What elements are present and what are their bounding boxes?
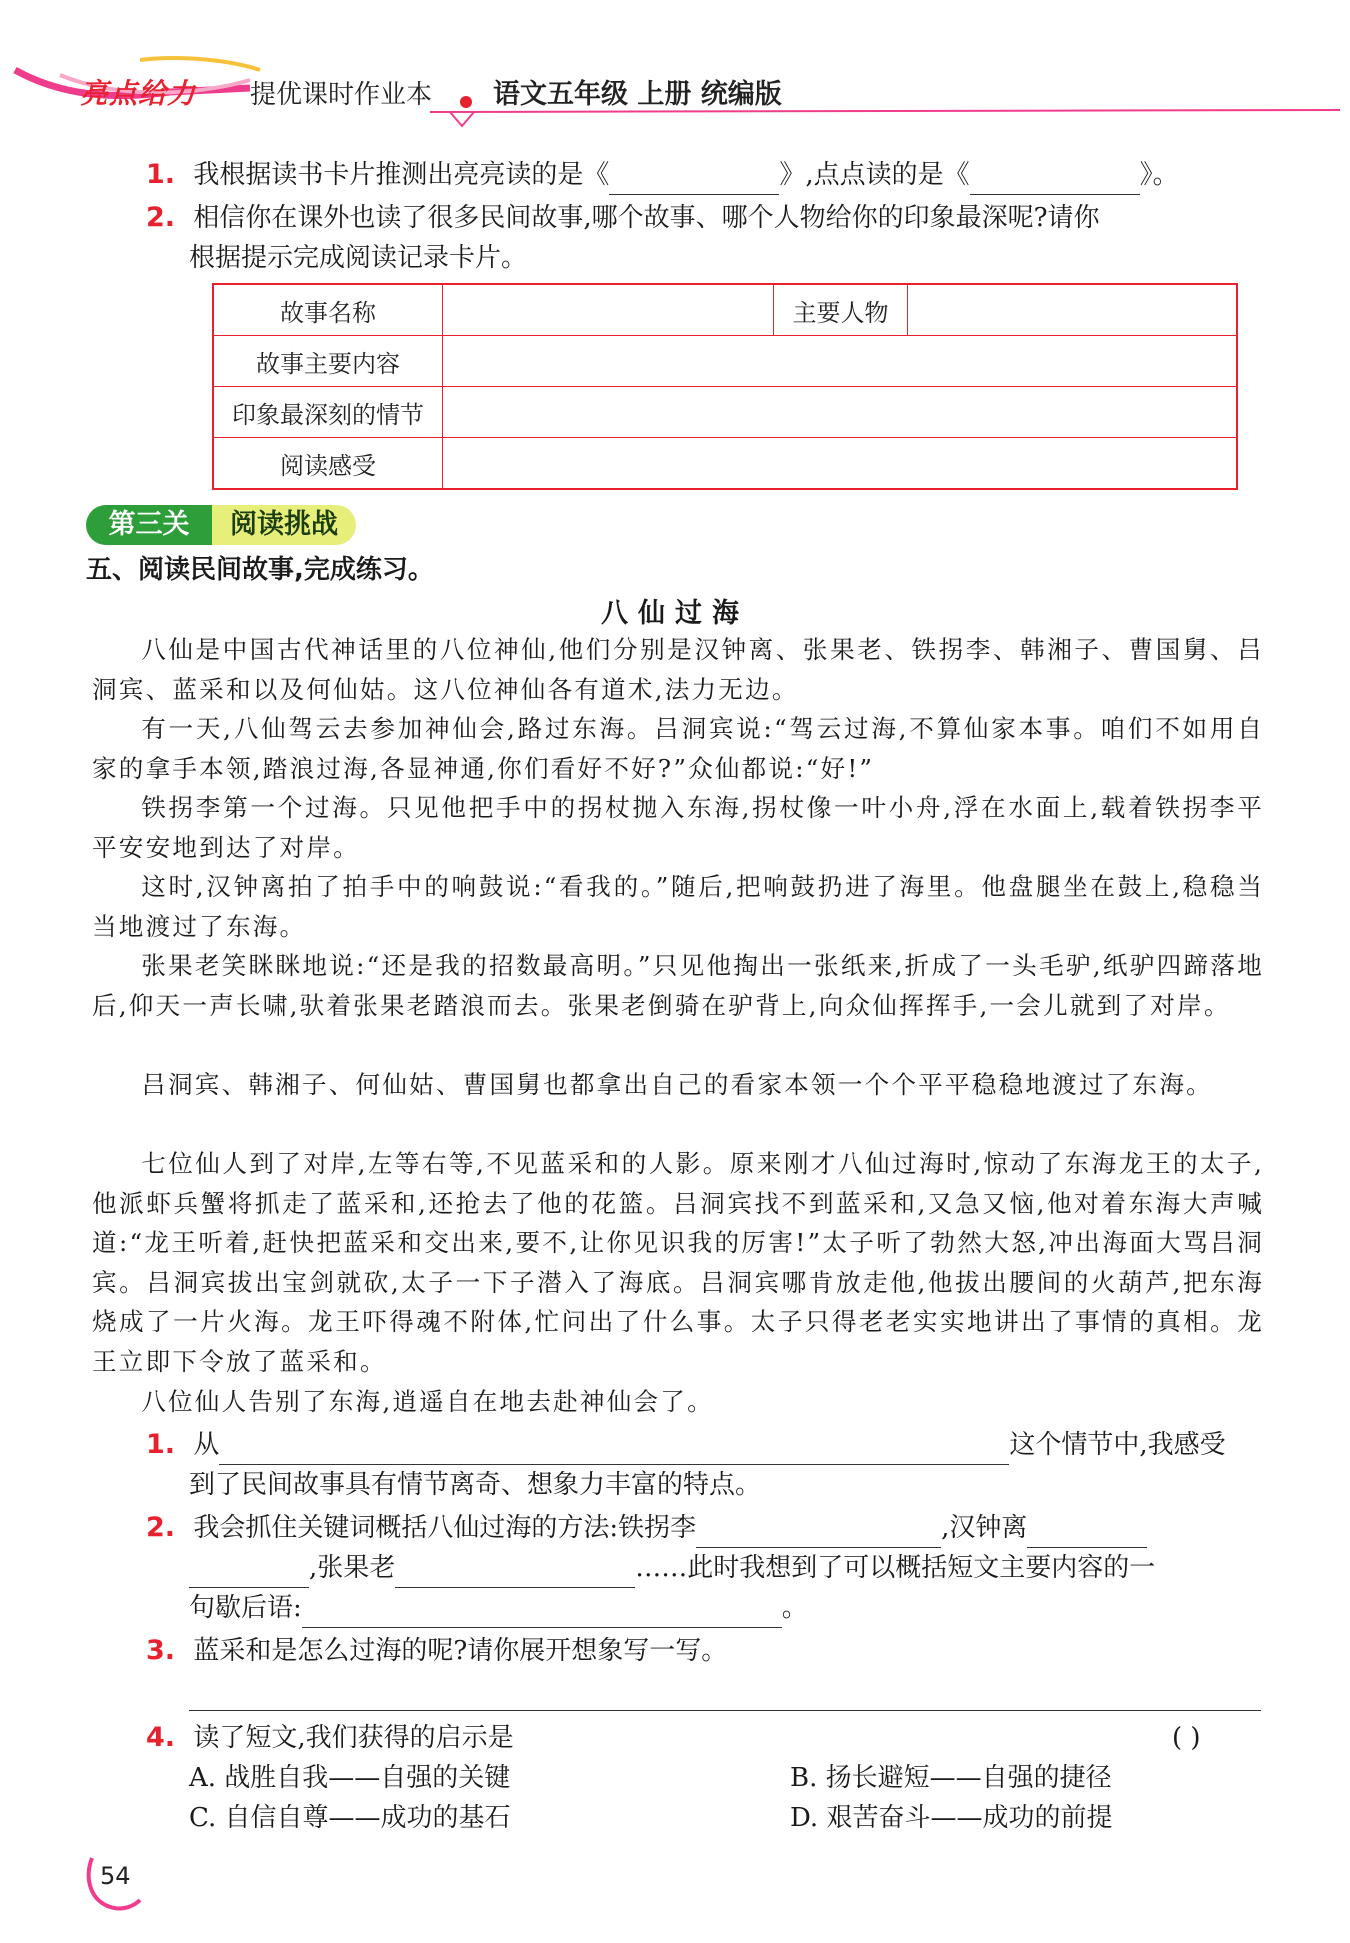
question-2 — [146, 198, 1100, 238]
answer-parentheses[interactable]: ( ) — [1172, 1723, 1201, 1753]
subject-info: 语文五年级 上册 统编版 — [493, 79, 782, 110]
answer-blank[interactable] — [696, 1517, 941, 1548]
header-dot-icon — [460, 96, 472, 108]
answer-blank[interactable] — [189, 1557, 309, 1588]
question-text: 相信你在课外也读了很多民间故事,哪个故事、哪个人物给你的印象最深呢?请你 — [193, 203, 1100, 233]
card-input-main-characters[interactable] — [908, 284, 1238, 336]
answer-line[interactable] — [189, 1710, 1261, 1711]
question-2-line2: 根据提示完成阅读记录卡片。 — [189, 243, 528, 273]
story-title: 八仙过海 — [601, 598, 749, 629]
card-label-main-characters: 主要人物 — [774, 284, 908, 336]
card-label-main-content: 故事主要内容 — [213, 336, 443, 387]
card-label-impressive-plot: 印象最深刻的情节 — [213, 387, 443, 438]
question-text: ,张果老 — [309, 1553, 396, 1583]
card-input-main-content[interactable] — [443, 336, 1238, 387]
question-number: 1. — [146, 159, 176, 190]
story-paragraph: 张果老笑眯眯地说:“还是我的招数最高明。”只见他掏出一张纸来,折成了一头毛驴,纸驴四蹄落地后,仰天一声长啸,驮着张果老踏浪而去。张果老倒骑在驴背上,向众仙挥挥手,一会儿就到了对岸。 — [92, 951, 1264, 1020]
question-text: ……此时我想到了可以概括短文主要内容的一 — [635, 1553, 1156, 1583]
option-c[interactable]: C. 自信自尊——成功的基石 — [189, 1803, 511, 1833]
question-text: 》,点点读的是《 — [779, 160, 970, 190]
exercise-1-line2: 到了民间故事具有情节离奇、想象力丰富的特点。 — [189, 1470, 762, 1500]
question-text: 蓝采和是怎么过海的呢?请你展开想象写一写。 — [193, 1636, 728, 1666]
page-number: 54 — [100, 1862, 131, 1890]
card-label-story-name: 故事名称 — [213, 284, 443, 336]
question-text: 句歇后语: — [189, 1593, 302, 1623]
story-paragraph: 八仙是中国古代神话里的八位神仙,他们分别是汉钟离、张果老、铁拐李、韩湘子、曹国舅、吕洞宾、蓝采和以及何仙姑。这八位神仙各有道术,法力无边。 — [92, 635, 1264, 704]
question-1 — [146, 155, 1179, 195]
exercise-2-line2 — [189, 1548, 1155, 1588]
reading-record-card — [212, 283, 1238, 490]
story-paragraph: 七位仙人到了对岸,左等右等,不见蓝采和的人影。原来刚才八仙过海时,惊动了东海龙王的太子,他派虾兵蟹将抓走了蓝采和,还抢去了他的花篮。吕洞宾找不到蓝采和,又急又恼,他对着东海大声喊道:“龙王听着,赶快把蓝采和交出来,要不,让你见识我的厉害!”太子听了勃然大怒,冲出海面大骂吕洞宾。吕洞宾拔出宝剑就砍,太子一下子潜入了海底。吕洞宾哪肯放走他,他拔出腰间的火葫芦,把东海烧成了一片火海。龙王吓得魂不附体,忙问出了什么事。太子只得老老实实地讲出了事情的真相。龙王立即下令放了蓝采和。 — [92, 1149, 1264, 1376]
exercise-2-line3 — [189, 1588, 808, 1628]
question-number: 2. — [146, 202, 176, 233]
question-number: 2. — [146, 1512, 176, 1543]
card-input-story-name[interactable] — [443, 284, 774, 336]
question-text: 我根据读书卡片推测出亮亮读的是《 — [193, 160, 610, 190]
question-number: 3. — [146, 1635, 176, 1666]
story-paragraph: 吕洞宾、韩湘子、何仙姑、曹国舅也都拿出自己的看家本领一个个平平稳稳地渡过了东海。 — [141, 1070, 1213, 1099]
question-text: 从 — [193, 1430, 220, 1460]
option-b[interactable]: B. 扬长避短——自强的捷径 — [790, 1763, 1112, 1793]
exercise-3 — [146, 1631, 727, 1671]
question-text: 》。 — [1139, 160, 1179, 190]
option-a[interactable]: A. 战胜自我——自强的关键 — [189, 1763, 511, 1793]
answer-blank[interactable] — [302, 1597, 782, 1628]
book-title: 提优课时作业本 — [250, 80, 433, 110]
question-text: ,汉钟离 — [941, 1513, 1028, 1543]
answer-blank[interactable] — [1027, 1517, 1147, 1548]
option-d[interactable]: D. 艰苦奋斗——成功的前提 — [790, 1803, 1113, 1833]
exercise-2 — [146, 1508, 1147, 1548]
story-paragraph: 铁拐李第一个过海。只见他把手中的拐杖抛入东海,拐杖像一叶小舟,浮在水面上,载着铁拐李平平安安地到达了对岸。 — [92, 793, 1264, 862]
question-number: 1. — [146, 1429, 176, 1460]
story-paragraph: 八位仙人告别了东海,逍遥自在地去赴神仙会了。 — [141, 1387, 714, 1416]
exercise-4 — [146, 1718, 514, 1758]
question-text: 。 — [781, 1593, 808, 1623]
answer-blank[interactable] — [609, 164, 779, 195]
question-number: 4. — [146, 1722, 176, 1753]
story-paragraph: 有一天,八仙驾云去参加神仙会,路过东海。吕洞宾说:“驾云过海,不算仙家本事。咱们不如用自家的拿手本领,踏浪过海,各显神通,你们看好不好?”众仙都说:“好!” — [92, 714, 1264, 783]
answer-blank[interactable] — [970, 164, 1140, 195]
story-paragraph: 这时,汉钟离拍了拍手中的响鼓说:“看我的。”随后,把响鼓扔进了海里。他盘腿坐在鼓上,稳稳当当地渡过了东海。 — [92, 872, 1264, 941]
answer-blank[interactable] — [395, 1557, 635, 1588]
question-text: 我会抓住关键词概括八仙过海的方法:铁拐李 — [193, 1513, 697, 1543]
exercise-1 — [146, 1425, 1226, 1465]
section-name-tag: 阅读挑战 — [212, 505, 356, 545]
question-text: 读了短文,我们获得的启示是 — [193, 1723, 514, 1753]
brand-logo: 亮点给力 — [80, 77, 197, 110]
answer-blank[interactable] — [219, 1434, 1009, 1465]
question-text: 这个情节中,我感受 — [1009, 1430, 1226, 1460]
question-heading: 五、阅读民间故事,完成练习。 — [86, 555, 434, 585]
card-input-feelings[interactable] — [443, 438, 1238, 490]
card-input-impressive-plot[interactable] — [443, 387, 1238, 438]
card-label-feelings: 阅读感受 — [213, 438, 443, 490]
section-level-tag: 第三关 — [86, 505, 212, 545]
